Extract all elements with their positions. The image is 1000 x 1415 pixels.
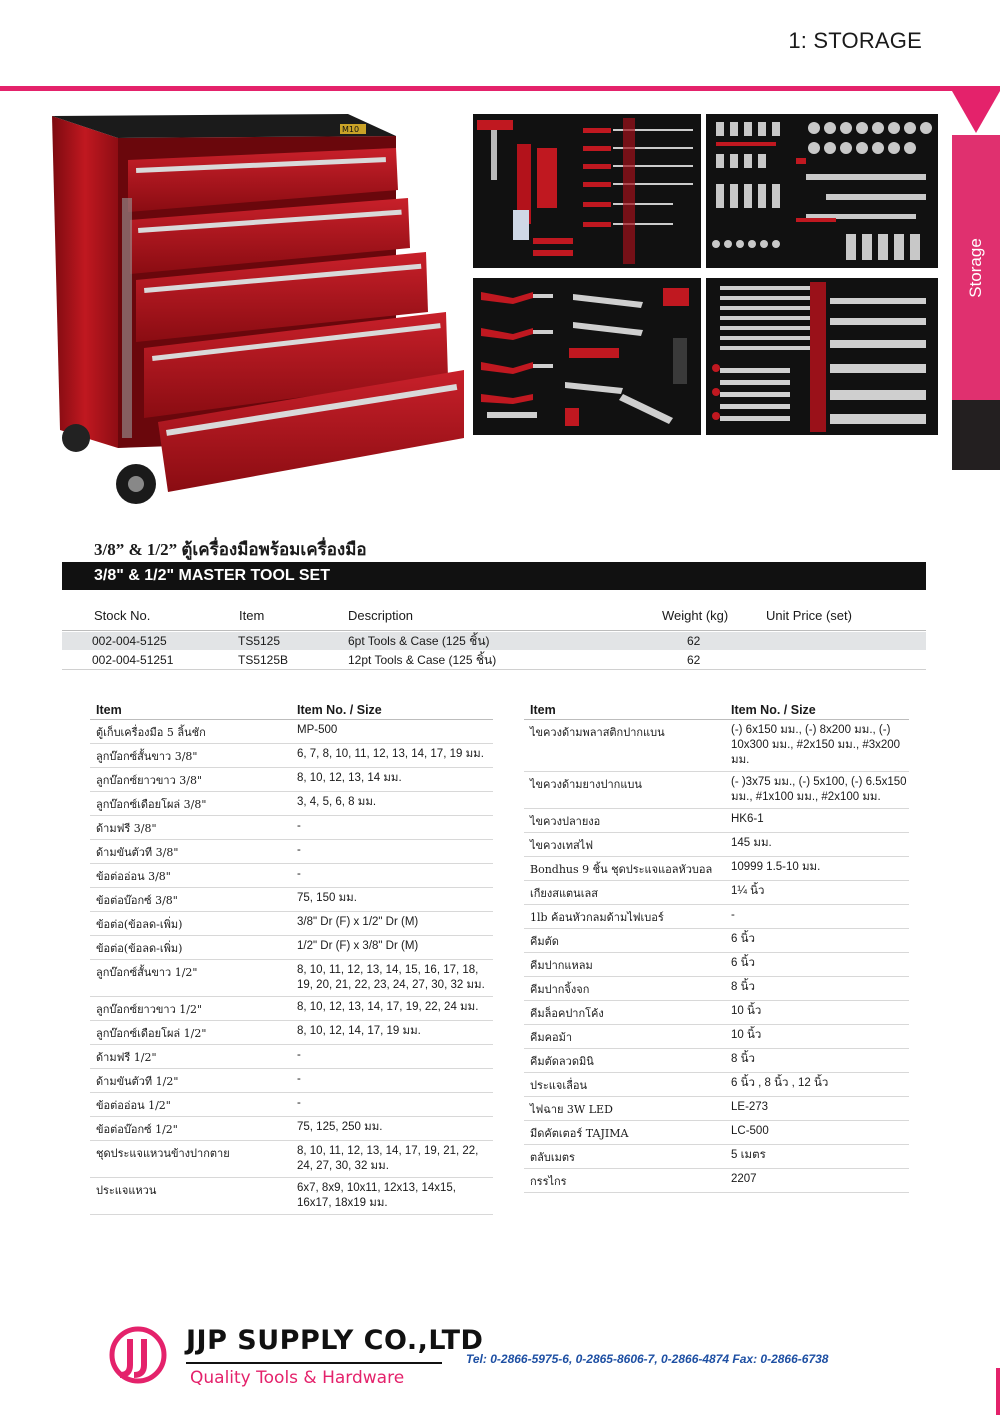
item-size: - [297,1097,301,1109]
item-name: มีดคัตเตอร์ TAJIMA [530,1127,629,1140]
item-name: ไขควงปลายงอ [530,815,601,828]
item-name: ลูกบ๊อกซ์เดือยโผล่ 1/2" [96,1027,207,1040]
item-size: 8 นิ้ว [731,1053,755,1065]
tray-sockets-graphic [706,114,938,268]
item-name: ข้อต่อ(ข้อลด-เพิ่ม) [96,918,183,931]
col-item: Item [530,703,556,717]
item-name: ข้อต่อบ๊อกซ์ 1/2" [96,1123,178,1136]
table-row[interactable] [90,768,493,792]
table-row[interactable] [90,720,493,744]
item-size: LE-273 [731,1101,769,1113]
company-logo-icon [108,1325,168,1385]
item-size: 10 นิ้ว [731,1029,762,1041]
item-name: ลูกบ๊อกซ์ยาวขาว 3/8" [96,774,203,787]
item-size: 8, 10, 12, 14, 17, 19 มม. [297,1025,421,1037]
table-row[interactable] [90,840,493,864]
item-name: ลูกบ๊อกซ์สั้นขาว 1/2" [96,966,198,979]
table-row[interactable] [524,809,909,833]
item-size: 75, 150 มม. [297,892,357,904]
table-row[interactable] [524,953,909,977]
brand-logo-text: M10 [342,125,360,134]
item-name: 1lb ค้อนหัวกลมด้ามไฟเบอร์ [530,911,664,924]
table-row[interactable] [524,977,909,1001]
description: 12pt Tools & Case (125 ชิ้น) [348,653,497,667]
stock-no: 002-004-51251 [92,653,174,667]
item-name: กรรไกร [530,1175,567,1188]
stock-no: 002-004-5125 [92,634,167,648]
item-name: ลูกบ๊อกซ์ยาวขาว 1/2" [96,1003,203,1016]
page-title: 1: STORAGE [788,28,922,53]
weight: 62 [687,653,701,667]
tray-wrenches-graphic [706,278,938,435]
item-name: ตู้เก็บเครื่องมือ 5 ลิ้นชัก [96,726,206,739]
item-name: คีมปากจิ้งจก [530,983,590,996]
company-name: JJP SUPPLY CO.,LTD [186,1325,484,1356]
col-weight: Weight (kg) [662,608,729,623]
table-row[interactable] [524,772,909,809]
item-size: - [297,820,301,832]
item-size: 8, 10, 12, 13, 14 มม. [297,772,402,784]
header-triangle-marker [952,91,1000,133]
item-size: 8, 10, 12, 13, 14, 17, 19, 22, 24 มม. [297,1001,479,1013]
table-row[interactable] [62,632,926,650]
item-name: คีมคอม้า [530,1031,573,1044]
table-row[interactable] [524,1049,909,1073]
item-size: - [297,868,301,880]
table-row[interactable] [90,792,493,816]
table-row[interactable] [90,936,493,960]
item-size: 5 เมตร [731,1149,766,1161]
table-row[interactable] [90,1021,493,1045]
item-name: ประแจแหวน [96,1184,157,1197]
item-name: ชุดประแจแหวนข้างปากตาย [96,1147,230,1160]
product-thai-title: 3/8” & 1/2” ตู้เครื่องมือพร้อมเครื่องมือ [94,540,367,559]
item-size: (- )3x75 มม., (-) 5x100, (-) 6.5x150 มม., #1x100 มม., #2x100 มม. [731,776,907,803]
item-size: 8, 10, 11, 12, 13, 14, 17, 19, 21, 22, 24, 27, 30, 32 มม. [297,1145,479,1172]
item-size: 1¼ นิ้ว [731,885,765,897]
item-name: ตลับเมตร [530,1151,575,1164]
table-row[interactable] [524,905,909,929]
item-size: 6 นิ้ว [731,957,755,969]
item-size: - [731,909,735,921]
foam-tray-image-2 [706,114,938,268]
table-row[interactable] [524,1169,909,1193]
contact-info: Tel: 0-2866-5975-6, 0-2865-8606-7, 0-2866-4874 Fax: 0-2866-6738 [466,1352,829,1366]
item-size: (-) 6x150 มม., (-) 8x200 มม., (-) 10x300 มม., #2x150 มม., #3x200 มม. [731,724,901,766]
col-item: Item [239,608,265,623]
col-description: Description [348,608,414,623]
table-row[interactable] [524,1145,909,1169]
item-size: 3, 4, 5, 6, 8 มม. [297,796,377,808]
table-row[interactable] [524,720,909,772]
company-tagline: Quality Tools & Hardware [190,1368,405,1388]
item-name: ไขควงด้ามพลาสติกปากแบน [530,726,665,739]
product-title-bar: 3/8" & 1/2" MASTER TOOL SET [62,562,926,590]
item-name: คีมตัดลวดมินิ [530,1055,594,1068]
side-tab-label: Storage [966,237,985,298]
item-code: TS5125B [238,653,289,667]
col-size: Item No. / Size [297,703,382,717]
item-size: 10999 1.5-10 มม. [731,861,821,873]
item-name: Bondhus 9 ชิ้น ชุดประแจแอลหัวบอล [530,863,713,876]
table-row[interactable] [90,1141,493,1178]
table-row[interactable] [524,1073,909,1097]
item-name: ข้อต่ออ่อน 1/2" [96,1099,171,1112]
item-name: ข้อต่อ(ข้อลด-เพิ่ม) [96,942,183,955]
company-underline [186,1362,442,1364]
item-code: TS5125 [238,634,281,648]
table-row[interactable] [90,816,493,840]
foam-tray-image-3 [473,278,701,435]
item-size: 3/8" Dr (F) x 1/2" Dr (M) [297,916,419,928]
item-size: 145 มม. [731,837,772,849]
item-name: ประแจเลื่อน [530,1079,587,1092]
table-row[interactable] [524,1097,909,1121]
side-accent-strip [996,1368,1000,1415]
item-size: 75, 125, 250 มม. [297,1121,383,1133]
item-size: 2207 [731,1173,757,1185]
item-name: ไขควงเทสไฟ [530,839,594,852]
left-items-header [90,701,493,720]
item-size: HK6-1 [731,813,764,825]
table-row[interactable] [90,888,493,912]
item-size: 8 นิ้ว [731,981,755,993]
col-stock-no: Stock No. [94,608,151,623]
item-size: 8, 10, 11, 12, 13, 14, 15, 16, 17, 18, 19, 20, 21, 22, 23, 24, 27, 30, 32 มม. [297,964,485,991]
right-items-table [524,701,909,1193]
item-name: ด้ามฟรี 3/8" [96,822,157,835]
table-row[interactable] [62,651,926,670]
item-name: ด้ามฟรี 1/2" [96,1051,157,1064]
item-name: ข้อต่อบ๊อกซ์ 3/8" [96,894,178,907]
item-name: ไขควงด้ามยางปากแบน [530,778,642,791]
item-size: - [297,1073,301,1085]
tray-pliers-graphic [473,278,701,435]
right-items-header [524,701,909,720]
table-row[interactable] [90,1069,493,1093]
table-row[interactable] [524,1025,909,1049]
item-name: คีมตัด [530,935,559,948]
foam-tray-image-1 [473,114,701,268]
description: 6pt Tools & Case (125 ชิ้น) [348,634,490,648]
table-row[interactable] [524,1001,909,1025]
table-row[interactable] [90,960,493,997]
foam-tray-image-4 [706,278,938,435]
item-size: 10 นิ้ว [731,1005,762,1017]
item-size: 1/2" Dr (F) x 3/8" Dr (M) [297,940,419,952]
item-name: ไฟฉาย 3W LED [530,1103,613,1116]
weight: 62 [687,634,701,648]
table-row[interactable] [90,1093,493,1117]
table-row[interactable] [90,997,493,1021]
table-row[interactable] [90,864,493,888]
table-row[interactable] [524,1121,909,1145]
table-row[interactable] [524,833,909,857]
item-name: ลูกบ๊อกซ์สั้นขาว 3/8" [96,750,198,763]
side-tab-storage[interactable] [952,135,1000,400]
table-row[interactable] [90,1117,493,1141]
table-row[interactable] [524,857,909,881]
table-row[interactable] [524,881,909,905]
table-row[interactable] [90,1045,493,1069]
left-items-table [90,701,493,1215]
stock-table-header [62,600,926,631]
item-size: 6x7, 8x9, 10x11, 12x13, 14x15, 16x17, 18x19 มม. [297,1182,456,1209]
header-divider [0,86,1000,91]
col-unit-price: Unit Price (set) [766,608,852,623]
item-name: ด้ามขันตัวที 1/2" [96,1075,179,1088]
item-name: คีมล็อคปากโค้ง [530,1007,604,1020]
item-size: 6 นิ้ว [731,933,755,945]
col-size: Item No. / Size [731,703,816,717]
item-size: LC-500 [731,1125,769,1137]
item-name: ข้อต่ออ่อน 3/8" [96,870,171,883]
table-row[interactable] [90,912,493,936]
table-row[interactable] [90,1178,493,1215]
item-name: ลูกบ๊อกซ์เดือยโผล่ 3/8" [96,798,207,811]
item-size: 6 นิ้ว , 8 นิ้ว , 12 นิ้ว [731,1077,829,1089]
item-size: 6, 7, 8, 10, 11, 12, 13, 14, 17, 19 มม. [297,748,484,760]
tool-cabinet-image [48,108,468,508]
tray-screwdrivers-graphic [473,114,701,268]
col-item: Item [96,703,122,717]
item-name: เกียงสแตนเลส [530,887,598,900]
table-row[interactable] [524,929,909,953]
table-row[interactable] [90,744,493,768]
item-size: - [297,844,301,856]
side-tab-dark-block [952,400,1000,470]
item-size: MP-500 [297,724,338,736]
item-name: ด้ามขันตัวที 3/8" [96,846,179,859]
item-name: คีมปากแหลม [530,959,593,972]
item-size: - [297,1049,301,1061]
